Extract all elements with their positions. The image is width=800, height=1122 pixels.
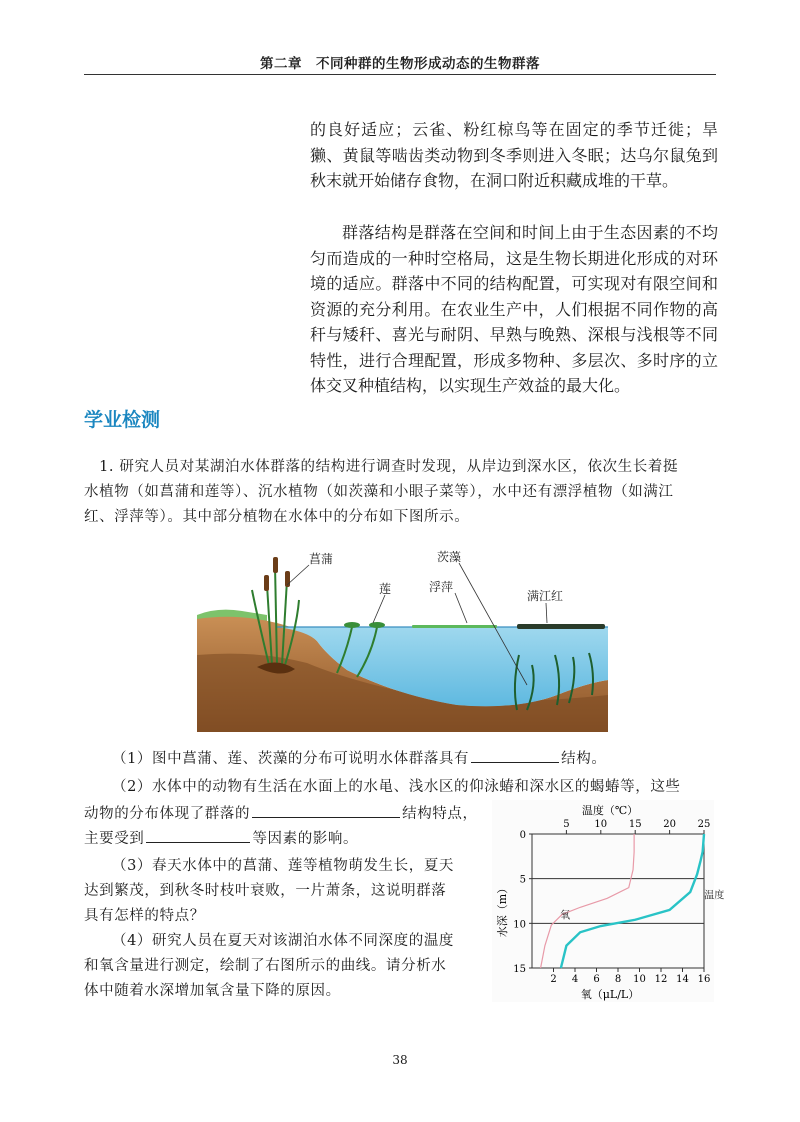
top-axis-label: 温度（℃） [581,804,639,817]
question-1-3-line2: 达到繁茂，到秋冬时枝叶衰败，一片萧条，这说明群落 [84,883,447,899]
question-1-4-line3: 体中随着水深增加氧含量下降的原因。 [84,983,341,999]
q1-text-a: （1）图中菖蒲、莲、茨藻的分布可说明水体群落具有 [112,751,470,767]
intro-line: 红、浮萍等）。其中部分植物在水体中的分布如下图所示。 [84,509,470,525]
bottom-tick-label: 6 [593,974,600,985]
y-tick-label: 10 [513,919,526,931]
bottom-tick-label: 12 [654,974,668,985]
bottom-tick-label: 14 [676,974,689,985]
label-duckweed: 浮萍 [429,580,454,594]
duckweed-plants [412,625,497,628]
question-1-intro [84,455,714,530]
question-1-2-line2 [84,802,478,827]
q2-text-b2: 结构特点， [402,806,478,822]
label-lotus: 莲 [379,582,392,596]
question-1-3-line3: 具有怎样的特点？ [84,908,205,924]
header-rule [84,74,716,75]
label-azolla: 满江红 [527,589,564,603]
question-1-2 [112,775,681,800]
y-tick-label: 0 [519,830,526,841]
question-1-4: （4）研究人员在夏天对该湖泊水体不同深度的温度 [112,933,455,949]
y-tick-label: 5 [519,874,526,886]
bottom-tick-label: 16 [697,974,711,985]
bottom-tick-label: 8 [614,974,622,985]
paragraph-continued: 的良好适应；云雀、粉红椋鸟等在固定的季节迁徙；旱獭、黄鼠等啮齿类动物到冬季则进入冬眠；达乌尔鼠兔到秋末就开始储存食物，在洞口附近积藏成堆的干草。 [310,120,718,190]
q2-text-b1: 动物的分布体现了群落的 [84,806,251,822]
intro-line: 1. 研究人员对某湖泊水体群落的结构进行调查时发现，从岸边到深水区，依次生长着挺 [84,459,679,475]
q2-text-c1: 主要受到 [84,831,145,847]
paragraph-community-structure: 群落结构是群落在空间和时间上由于生态因素的不均匀而造成的一种时空格局，这是生物长期进化形成的对环境的适应。群落中不同的结构配置，可实现对有限空间和资源的充分利用。在农业生产中，人们根据不同作物的高秆与矮秆、喜光与耐阴、早熟与晚熟、深根与浅根等不同特性，进行合理配置，形成多物种、多层次、多时序的立体交叉种植结构，以实现生产效益的最大化。 [310,223,718,395]
answer-blank[interactable] [252,803,400,818]
label-naiad: 茨藻 [437,550,462,564]
series-label: 氧 [560,910,571,922]
q2-text-c2: 等因素的影响。 [252,831,359,847]
bottom-tick-label: 2 [550,974,557,985]
question-1-3: （3）春天水体中的菖蒲、莲等植物萌发生长，夏天 [112,858,455,874]
page-number: 38 [392,1053,408,1067]
top-tick-label: 20 [663,819,676,830]
depth-temperature-oxygen-chart [492,800,725,1002]
question-1-2-line3 [84,827,358,852]
bottom-axis-label: 氧（μL/L） [580,988,640,1001]
label-cattail: 菖蒲 [309,552,334,566]
chapter-header: 第二章 不同种群的生物形成动态的生物群落 [260,56,540,72]
azolla-plants [517,624,605,629]
bottom-tick-label: 10 [633,974,646,985]
y-axis-label: 水深（m） [496,882,509,938]
top-tick-label: 25 [697,819,711,830]
question-1-4-line2: 和氧含量进行测定，绘制了右图所示的曲线。请分析水 [84,958,447,974]
q2-text-a: （2）水体中的动物有生活在水面上的水黾、浅水区的仰泳蝽和深水区的蝎蝽等，这些 [112,779,681,795]
y-tick-label: 15 [513,964,526,975]
lake-plant-distribution-figure [197,545,608,732]
intro-line: 水植物（如菖蒲和莲等）、沉水植物（如茨藻和小眼子菜等），水中还有漂浮植物（如满江 [84,484,674,500]
bottom-tick-label: 4 [571,974,579,985]
answer-blank[interactable] [471,748,559,763]
top-tick-label: 10 [594,819,608,830]
top-tick-label: 5 [563,819,570,830]
answer-blank[interactable] [146,828,250,843]
question-1-1 [112,747,606,772]
series-label: 温度 [704,890,725,902]
section-title: 学业检测 [84,409,161,431]
q1-text-b: 结构。 [561,751,607,767]
top-tick-label: 15 [628,819,642,830]
